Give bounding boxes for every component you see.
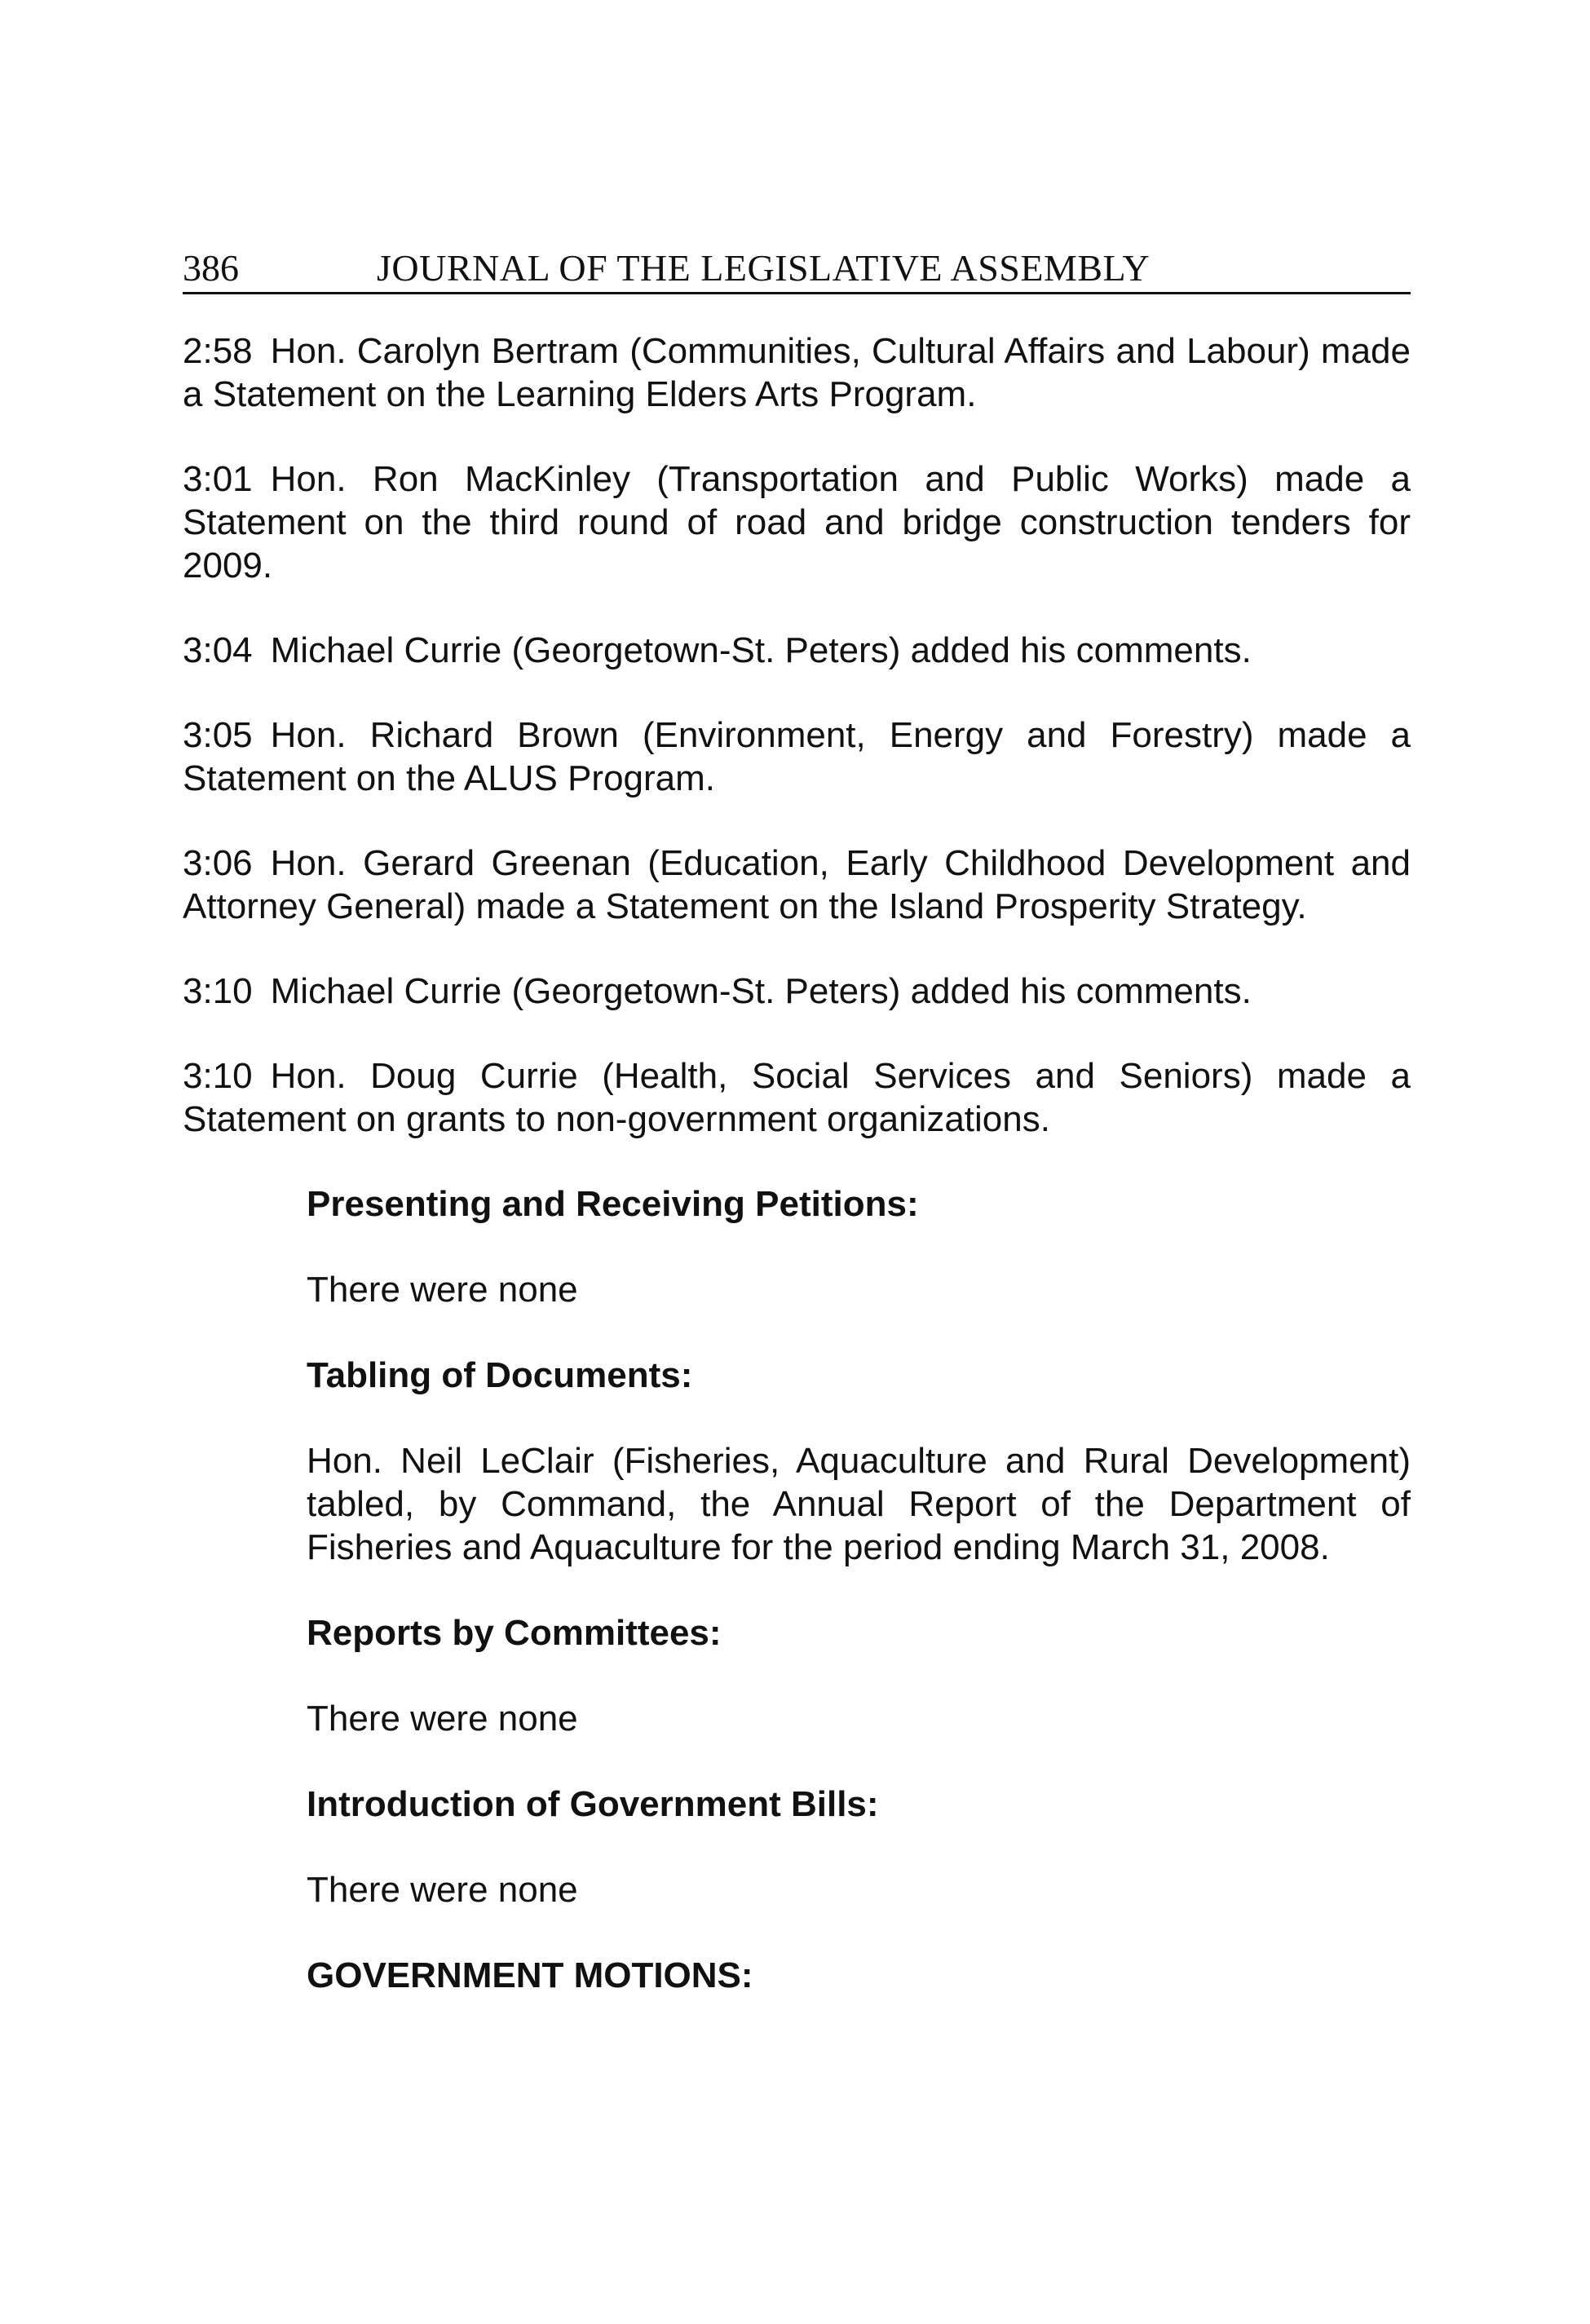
entry-time: 3:10 — [183, 971, 253, 1011]
journal-title: JOURNAL OF THE LEGISLATIVE ASSEMBLY — [377, 247, 1151, 289]
section-text-committee-reports: There were none — [307, 1699, 578, 1739]
section-text-government-bills: There were none — [307, 1870, 578, 1910]
entry-time: 2:58 — [183, 331, 253, 371]
page-header — [183, 245, 1411, 294]
entry-text: Hon. Doug Currie (Health, Social Services and Seniors) made a Statement on grants to non-government organizations. — [183, 1056, 1411, 1139]
section-heading-government-motions: GOVERNMENT MOTIONS: — [307, 1955, 753, 1995]
entry-time: 3:06 — [183, 843, 253, 883]
entry-text: Michael Currie (Georgetown-St. Peters) added his comments. — [270, 971, 1252, 1011]
section-text-petitions: There were none — [307, 1270, 578, 1310]
journal-entry-3-06 — [183, 842, 1411, 928]
entry-text: Hon. Ron MacKinley (Transportation and Public Works) made a Statement on the third round of road and bridge construction tenders for 2009. — [183, 459, 1411, 585]
journal-entry-3-05 — [183, 714, 1411, 800]
section-heading-government-bills: Introduction of Government Bills: — [307, 1784, 879, 1824]
page-number: 386 — [183, 247, 239, 289]
journal-entry-3-01 — [183, 457, 1411, 587]
entry-time: 3:05 — [183, 715, 253, 755]
journal-entry-3-10-comments — [183, 970, 1411, 1013]
section-text-tabling-documents: Hon. Neil LeClair (Fisheries, Aquaculture and Rural Development) tabled, by Command, the Annual Report of the Department of Fisheries and Aquaculture for the period ending March 31, 2008. — [307, 1441, 1411, 1567]
entry-time: 3:04 — [183, 630, 253, 670]
entry-time: 3:10 — [183, 1056, 253, 1096]
journal-body — [183, 329, 1411, 2039]
journal-entry-3-10-statement — [183, 1054, 1411, 1141]
section-heading-committee-reports: Reports by Committees: — [307, 1613, 722, 1653]
entry-text: Hon. Carolyn Bertram (Communities, Cultural Affairs and Labour) made a Statement on the Learning Elders Arts Program. — [183, 331, 1411, 414]
journal-entry-2-58 — [183, 329, 1411, 416]
entry-text: Hon. Gerard Greenan (Education, Early Childhood Development and Attorney General) made a Statement on the Island Prosperity Strategy. — [183, 843, 1411, 926]
section-heading-tabling-documents: Tabling of Documents: — [307, 1355, 693, 1395]
entry-text: Michael Currie (Georgetown-St. Peters) added his comments. — [270, 630, 1252, 670]
section-heading-petitions: Presenting and Receiving Petitions: — [307, 1184, 919, 1224]
entry-text: Hon. Richard Brown (Environment, Energy and Forestry) made a Statement on the ALUS Program. — [183, 715, 1411, 798]
journal-entry-3-04 — [183, 629, 1411, 672]
entry-time: 3:01 — [183, 459, 253, 499]
